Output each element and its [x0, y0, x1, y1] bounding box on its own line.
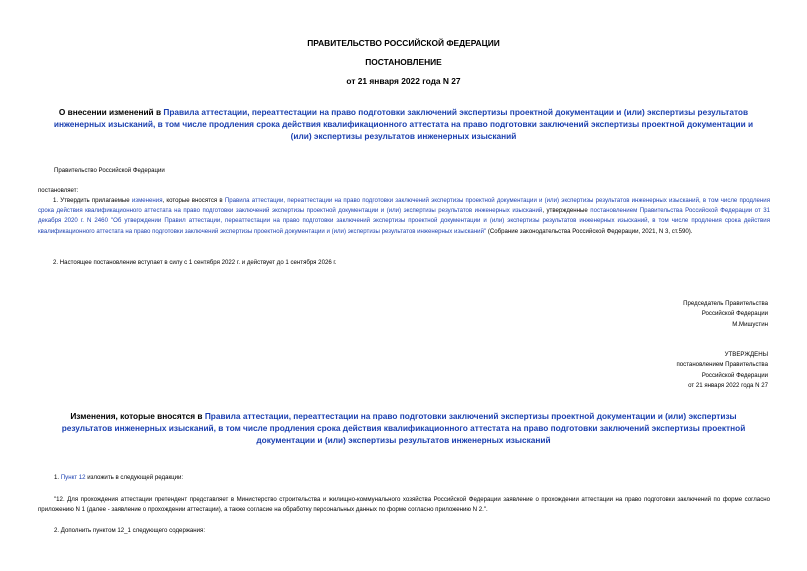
document-title	[48, 106, 759, 142]
changes-title-rules-link[interactable]: Правила аттестации, переаттестации на право подготовки заключений экспертизы проектной документации и (или) экспертизы результатов инженерных изысканий, в том числе продления срока действия квалификационного аттестата на право подготовки заключений экспертизы проектной документации и (или) экспертизы результатов инженерных изысканий	[61, 411, 746, 445]
changes-title	[48, 410, 759, 446]
signature-position: Председатель Правительства	[683, 300, 768, 307]
signature-country: Российской Федерации	[701, 310, 768, 318]
title-rules-link[interactable]: Правила аттестации, переаттестации на право подготовки заключений экспертизы проектной документации и (или) экспертизы результатов инженерных изысканий, в том числе продления срока действия квалификационного аттестата на право подготовки заключений экспертизы проектной документации и (или) экспертизы результатов инженерных изысканий	[53, 107, 754, 141]
point-12-link[interactable]: Пункт 12	[60, 474, 86, 481]
item-1-text-b: , которые вносятся в	[162, 197, 225, 204]
changes-title-prefix: Изменения, которые вносятся в	[70, 411, 205, 421]
approved-by: постановлением Правительства	[676, 361, 768, 369]
item-1-text-c: , утвержденные	[542, 207, 591, 215]
decrees-word: постановляет:	[38, 187, 79, 194]
change-item-1	[54, 473, 183, 483]
document-type: ПОСТАНОВЛЕНИЕ	[365, 57, 442, 67]
document-date-number: от 21 января 2022 года N 27	[346, 76, 461, 86]
approved-date: от 21 января 2022 года N 27	[688, 382, 768, 390]
government-label: Правительство Российской Федерации	[54, 167, 165, 174]
government-header: ПРАВИТЕЛЬСТВО РОССИЙСКОЙ ФЕДЕРАЦИИ	[307, 38, 500, 48]
signature-name: М.Мишустин	[732, 320, 768, 328]
change-item-1-suffix: изложить в следующей редакции:	[85, 474, 184, 481]
rules-link[interactable]: Правила аттестации, переаттестации на право подготовки заключений экспертизы проектной документации и (или) экспертизы результатов инженерных изысканий, в том числе продления срока действия квалификационного аттестата на право подготовки заключений экспертизы проектной документации и (или) экспертизы результатов инженерных изысканий	[38, 197, 771, 215]
approved-country: Российской Федерации	[701, 371, 768, 379]
changes-link[interactable]: изменения	[131, 197, 163, 204]
approved-block	[676, 350, 768, 392]
point-12-quote: "12. Для прохождения аттестации претендент представляет в Министерство строительства и жилищно-коммунального хозяйства Российской Федерации заявление о прохождении аттестации на право подготовки заключений по форме согласно приложению N 1 (далее - заявление о прохождении аттестации), а также согласие на обработку персональных данных по форме согласно приложению N 2.".	[38, 496, 770, 514]
title-prefix: О внесении изменений в	[58, 107, 164, 117]
approved-heading: УТВЕРЖДЕНЫ	[724, 351, 768, 358]
item-1-text-d: (Собрание законодательства Российской Федерации, 2021, N 3, ст.590).	[486, 227, 693, 235]
item-2-paragraph: 2. Настоящее постановление вступает в силу с 1 сентября 2022 г. и действует до 1 сентября 2026 г.	[53, 259, 337, 266]
decree-2460-link[interactable]: постановлением Правительства Российской Федерации от 31 декабря 2020 г. N 2460 "Об утверждении Правил аттестации, переаттестации на право подготовки заключений экспертизы проектной документации и (или) экспертизы результатов инженерных изысканий, в том числе продления срока действия квалификационного аттестата на право подготовки заключений экспертизы проектной документации и (или) экспертизы результатов инженерных изысканий"	[38, 207, 770, 235]
item-1-paragraph	[38, 196, 770, 237]
item-1-text-a: 1. Утвердить прилагаемые	[53, 197, 132, 204]
change-item-2: 2. Дополнить пунктом 12_1 следующего содержания:	[54, 527, 206, 534]
signature-block	[683, 299, 768, 330]
change-item-1-prefix: 1.	[54, 474, 61, 481]
